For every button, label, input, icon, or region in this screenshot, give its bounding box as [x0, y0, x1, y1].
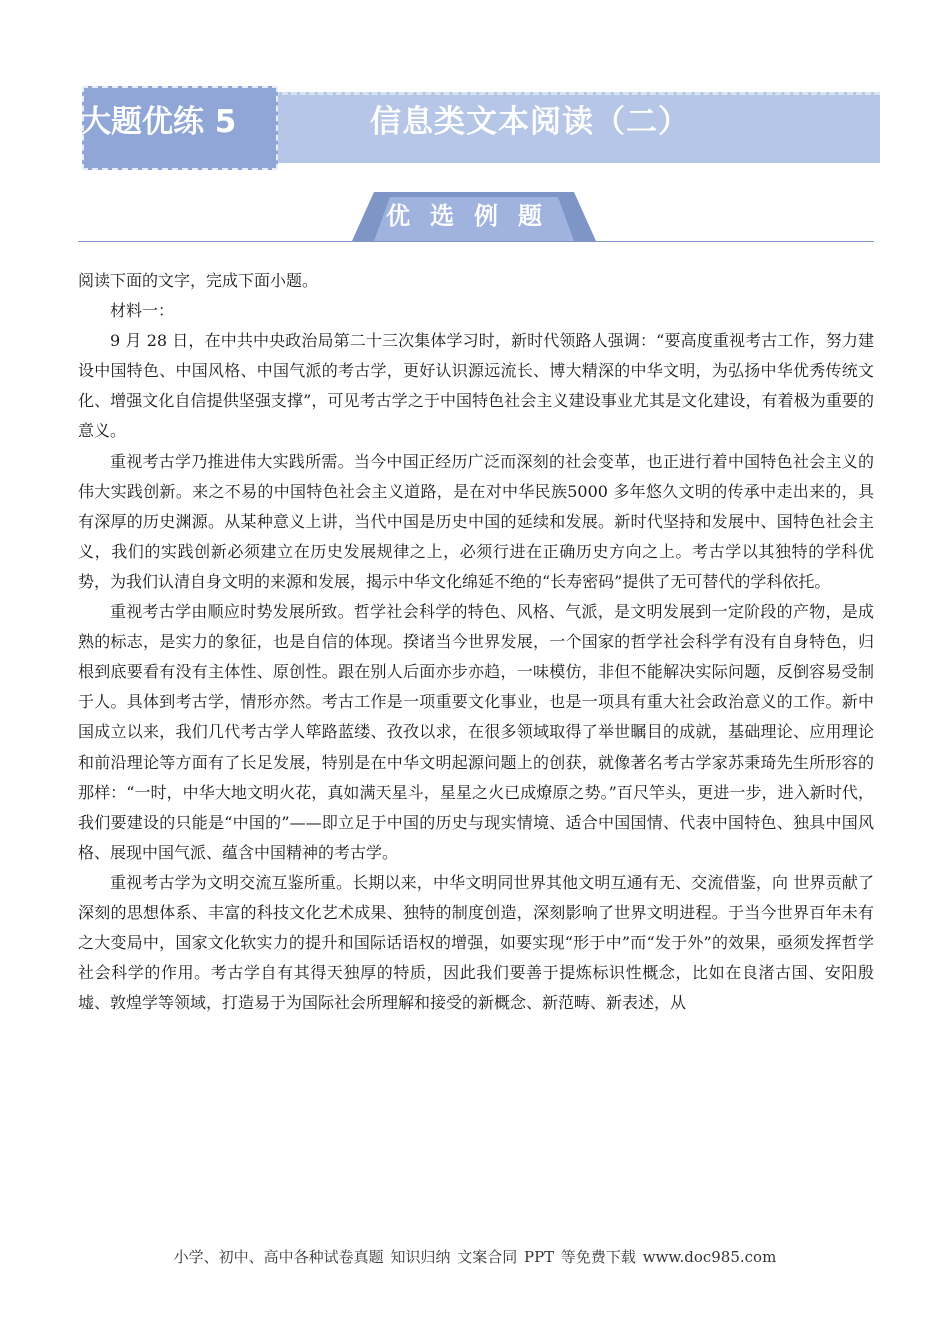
paragraph: 重视考古学由顺应时势发展所致。哲学社会科学的特色、风格、气派，是文明发展到一定阶段的产物，是成熟的标志，是实力的象征，也是自信的体现。揆诸当今世界发展，一个国家的哲学社会科学有没有自身特色，归根到底要看有没有主体性、原创性。跟在别人后面亦步亦趋，一味模仿，非但不能解决实际问题，反倒容易受制于人。具体到考古学，情形亦然。考古工作是一项重要文化事业，也是一项具有重大社会政治意义的工作。新中国成立以来，我们几代考古学人筚路蓝缕、孜孜以求，在很多领域取得了举世瞩目的成就，基础理论、应用理论和前沿理论等方面有了长足发展，特别是在中华文明起源问题上的创获，就像著名考古学家苏秉琦先生所形容的那样：“一时，中华大地文明火花，真如满天星斗，星星之火已成燎原之势。”百尺竿头，更进一步，进入新时代，我们要建设的只能是“中国的”——即立足于中国的历史与现实情境、适合中国国情、代表中国特色、独具中国风格、展现中国气派、蕴含中国精神的考古学。 — [78, 602, 874, 862]
section-heading: 优选例题 — [386, 202, 562, 230]
paragraph: 重视考古学乃推进伟大实践所需。当今中国正经历广泛而深刻的社会变革，也正进行着中国特色社会主义的伟大实践创新。来之不易的中国特色社会主义道路，是在对中华民族5000 多年悠久文明的传承中走出来的，具有深厚的历史渊源。从某种意义上讲，当代中国是历史中国的延续和发展。新时代坚持和发展中、国特色社会主义，我们的实践创新必须建立在历史发展规律之上，必须行进在正确历史方向之上。考古学以其独特的学科优势，为我们认清自身文明的来源和发展，揭示中华文化绵延不绝的“长寿密码”提供了无可替代的学科依托。 — [78, 451, 874, 591]
header-label: 大题优练 5 — [80, 104, 237, 140]
article-body — [78, 266, 874, 1018]
paragraph: 9 月 28 日，在中共中央政治局第二十三次集体学习时，新时代领路人强调：“要高度重视考古工作，努力建设中国特色、中国风格、中国气派的考古学，更好认识源远流长、博大精深的中华文明，为弘扬中华优秀传统文化、增强文化自信提供坚强支撑”，可见考古学之于中国特色社会主义建设事业尤其是文化建设，有着极为重要的意义。 — [78, 331, 874, 441]
instruction-text: 阅读下面的文字，完成下面小题。 — [78, 271, 319, 290]
page-footer: 小学、初中、高中各种试卷真题 知识归纳 文案合同 PPT 等免费下载 www.doc985.com — [173, 1248, 777, 1266]
material-label: 材料一： — [110, 301, 175, 321]
page-title: 信息类文本阅读（二） — [370, 104, 690, 140]
paragraph: 重视考古学为文明交流互鉴所重。长期以来，中华文明同世界其他文明互通有无、交流借鉴，向 世界贡献了深刻的思想体系、丰富的科技文化艺术成果、独特的制度创造，深刻影响了世界文明进程。于当今世界百年未有之大变局中，国家文化软实力的提升和国际话语权的增强，如要实现“形于中”而“发于外”的效果，亟须发挥哲学社会科学的作用。考古学自有其得天独厚的特质，因此我们要善于提炼标识性概念，比如在良渚古国、安阳殷墟、敦煌学等领域，打造易于为国际社会所理解和接受的新概念、新范畴、新表述，从 — [78, 872, 874, 1013]
